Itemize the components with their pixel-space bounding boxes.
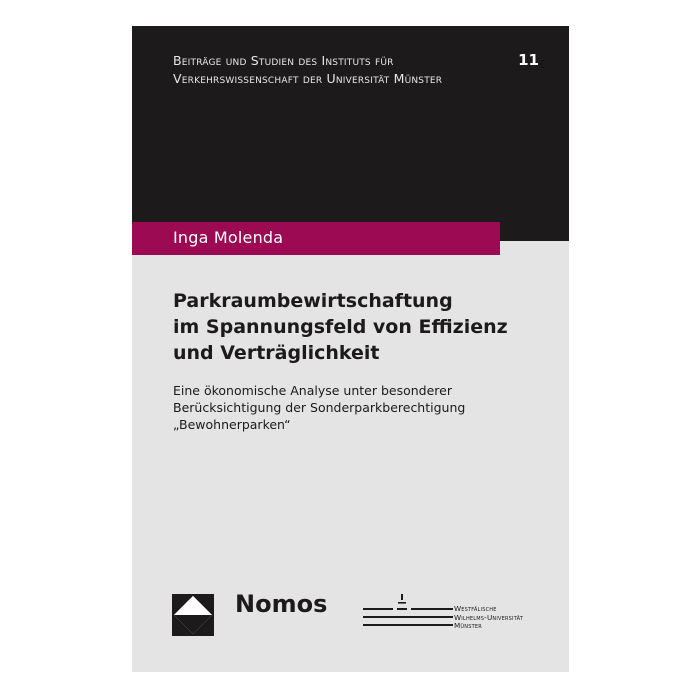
book-title-line-3: und Verträglichkeit (173, 342, 380, 364)
university-name (454, 605, 523, 631)
book-title-line-2: im Spannungsfeld von Effizienz (173, 316, 508, 338)
book-subtitle-line-1: Eine ökonomische Analyse unter besonderer (173, 383, 452, 398)
book-subtitle-line-3: „Bewohnerparken“ (173, 417, 291, 432)
university-name-line-1: Westfälische (454, 604, 497, 613)
series-band (132, 26, 569, 241)
book-subtitle-line-2: Berücksichtigung der Sonderparkberechtigung (173, 400, 466, 415)
book-cover (132, 26, 569, 672)
wwu-logo-icon (363, 594, 453, 630)
book-subtitle (173, 382, 543, 433)
university-name-line-2: Wilhelms-Universität (454, 612, 524, 622)
author-bar (132, 222, 500, 255)
nomos-diamond-logo-icon (172, 594, 214, 636)
series-number: 11 (518, 51, 539, 69)
university-name-line-3: Münster (454, 621, 482, 630)
author-name: Inga Molenda (173, 228, 284, 247)
book-title (173, 288, 543, 366)
series-title (173, 52, 513, 88)
series-title-line-2: Verkehrswissenschaft der Universität Münster (173, 71, 443, 86)
publisher-name: Nomos (235, 590, 328, 618)
series-title-line-1: Beiträge und Studien des Instituts für (173, 53, 394, 68)
book-title-line-1: Parkraumbewirtschaftung (173, 290, 453, 312)
